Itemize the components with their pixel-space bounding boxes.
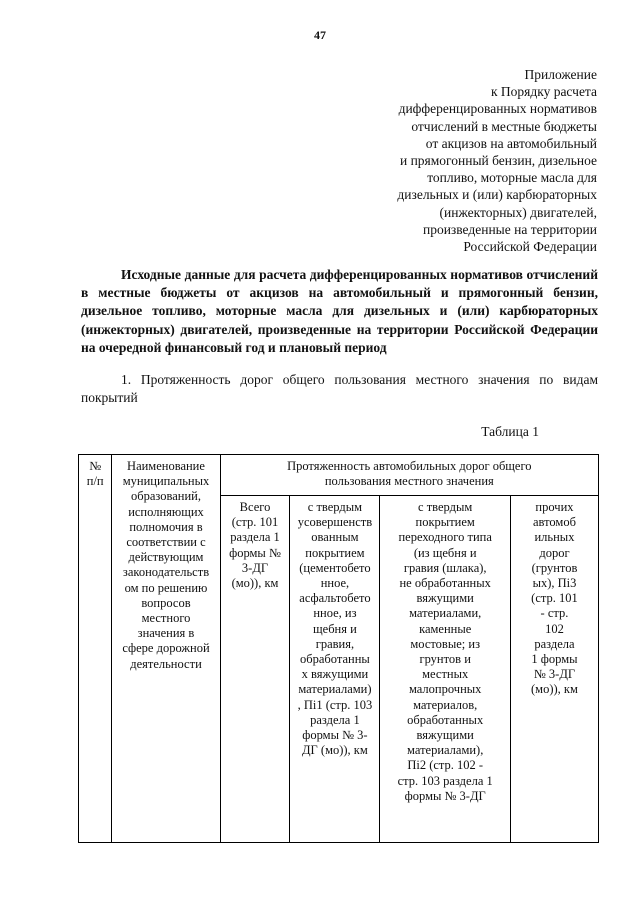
cell-text-line: ых), Пi3 <box>532 576 577 591</box>
cell-text-line: п/п <box>86 474 104 489</box>
appendix-line: произведенные на территории <box>422 221 597 237</box>
cell-text-line: дорог <box>539 545 570 560</box>
cell-text-line: муниципальных <box>122 474 210 489</box>
cell-text-line: покрытием <box>415 515 475 530</box>
cell-text-line: вяжущими <box>416 728 474 743</box>
cell-text-line: - стр. <box>540 606 569 621</box>
cell-text-line: исполняющих <box>128 504 204 519</box>
section-title: 1. Протяженность дорог общего пользования местного значения по видам покрытий <box>81 372 598 405</box>
cell-text-line: 102 <box>545 621 564 636</box>
cell-text-line: гравия (шлака), <box>403 560 487 575</box>
cell-text-line: малопрочных <box>408 682 482 697</box>
cell-text-line: формы № 3-ДГ <box>404 788 486 803</box>
cell-text-line: нное, из <box>313 606 357 621</box>
appendix-line: отчислений в местные бюджеты <box>411 118 597 134</box>
cell-text-line: ильных <box>534 530 575 545</box>
appendix-line: и прямогонный бензин, дизельное <box>399 153 597 169</box>
cell-text-line: мостовые; из <box>410 636 481 651</box>
cell-text-line: Протяженность автомобильных дорог общего <box>287 459 532 473</box>
cell-text-line: раздела 1 <box>230 530 280 545</box>
appendix-line: Приложение <box>524 67 597 82</box>
cell-text-line: (стр. 101 <box>531 591 578 606</box>
cell-text-line: раздела <box>534 636 575 651</box>
page-number: 47 <box>314 28 326 42</box>
cell-text-line: вяжущими <box>416 591 474 606</box>
cell-text-line: (грунтов <box>531 560 578 575</box>
cell-text-line: образований, <box>130 489 201 504</box>
cell-text-line: не обработанных <box>399 576 491 591</box>
header-cell-transitional-surface <box>380 496 511 843</box>
cell-text-line: переходного типа <box>398 530 492 545</box>
cell-text-line: местных <box>422 667 469 682</box>
cell-text-line: № 3-ДГ <box>533 667 576 682</box>
cell-text-line: ДГ (мо)), км <box>302 743 368 758</box>
cell-text-line: ом по решению <box>124 580 208 595</box>
cell-text-line: Пi2 (стр. 102 - <box>407 758 484 773</box>
header-cell-total <box>220 496 290 843</box>
header-cell-municipality <box>112 455 220 843</box>
cell-text-line: , Пi1 (стр. 103 <box>297 697 373 712</box>
cell-text-line: формы № 3- <box>302 728 368 743</box>
cell-text-line: каменные <box>419 621 472 636</box>
cell-text-line: материалов, <box>413 697 478 712</box>
cell-text-line: щебня и <box>313 621 357 636</box>
cell-text-line: с твердым <box>307 500 363 514</box>
cell-text-line: обработанны <box>300 652 370 667</box>
cell-text-line: ованным <box>311 530 359 545</box>
cell-text-line: Всего <box>239 500 271 514</box>
cell-text-line: нное, <box>320 576 350 591</box>
cell-text-line: гравия, <box>315 636 355 651</box>
appendix-line: (инжекторных) двигателей, <box>439 204 597 220</box>
cell-text-line: обработанных <box>407 712 484 727</box>
cell-text-line: полномочия в <box>129 519 203 534</box>
cell-text-line: законодательств <box>122 565 210 580</box>
appendix-line: дизельных и (или) карбюраторных <box>397 187 597 203</box>
cell-text-line: стр. 103 раздела 1 <box>397 773 493 788</box>
cell-text-line: раздела 1 <box>310 712 360 727</box>
header-cell-number <box>79 455 112 843</box>
cell-text-line: автомоб <box>532 515 576 530</box>
header-cell-other-roads <box>510 496 598 843</box>
cell-text-line: значения в <box>137 626 195 641</box>
cell-text-line: (цементобето <box>299 560 371 575</box>
table-label: Таблица 1 <box>481 424 539 439</box>
cell-text-line: Наименование <box>127 459 205 473</box>
cell-text-line: местного <box>141 611 191 626</box>
appendix-header <box>297 66 597 255</box>
appendix-line: Российской Федерации <box>463 239 597 255</box>
cell-text-line: действующим <box>128 550 204 565</box>
cell-text-line: материалами, <box>409 606 482 621</box>
cell-text-line: 3-ДГ <box>241 560 269 575</box>
appendix-line: от акцизов на автомобильный <box>425 135 597 151</box>
cell-text-line: асфальтобето <box>299 591 371 606</box>
appendix-line: к Порядку расчета <box>490 84 597 100</box>
cell-text-line: вопросов <box>141 595 191 610</box>
cell-text-line: грунтов и <box>419 652 471 667</box>
document-heading: Исходные данные для расчета дифференцированных нормативов отчислений в местные бюджеты от акцизов на автомобильный и прямогонный бензин, дизельное топливо, моторные масла для дизельных и (или) карбюраторных (инжекторных) двигателей, произведенные на территории Российской Федерации на очередной финансовый год и плановый период <box>81 267 598 355</box>
cell-text-line: материалами) <box>298 682 372 697</box>
cell-text-line: формы № <box>229 545 281 560</box>
cell-text-line: покрытием <box>305 545 365 560</box>
cell-text-line: соответствии с <box>126 535 206 550</box>
cell-text-line: х вяжущими <box>301 667 369 682</box>
cell-text-line: с твердым <box>418 500 473 514</box>
appendix-line: топливо, моторные масла для <box>427 170 597 186</box>
cell-text-line: материалами), <box>407 743 484 758</box>
cell-text-line: № <box>89 459 102 473</box>
data-table <box>78 454 599 843</box>
appendix-line: дифференцированных нормативов <box>398 101 597 117</box>
cell-text-line: (из щебня и <box>413 545 477 560</box>
cell-text-line: усовершенств <box>297 515 373 530</box>
cell-text-line: сфере дорожной <box>122 641 210 656</box>
cell-text-line: прочих <box>535 500 574 514</box>
cell-text-line: пользования местного значения <box>324 474 494 489</box>
cell-text-line: (мо)), км <box>231 576 279 591</box>
header-cell-road-length-group <box>220 455 598 496</box>
cell-text-line: (мо)), км <box>531 682 578 697</box>
cell-text-line: (стр. 101 <box>231 515 279 530</box>
cell-text-line: деятельности <box>130 656 202 671</box>
header-cell-hard-surface <box>290 496 380 843</box>
cell-text-line: 1 формы <box>531 652 578 667</box>
